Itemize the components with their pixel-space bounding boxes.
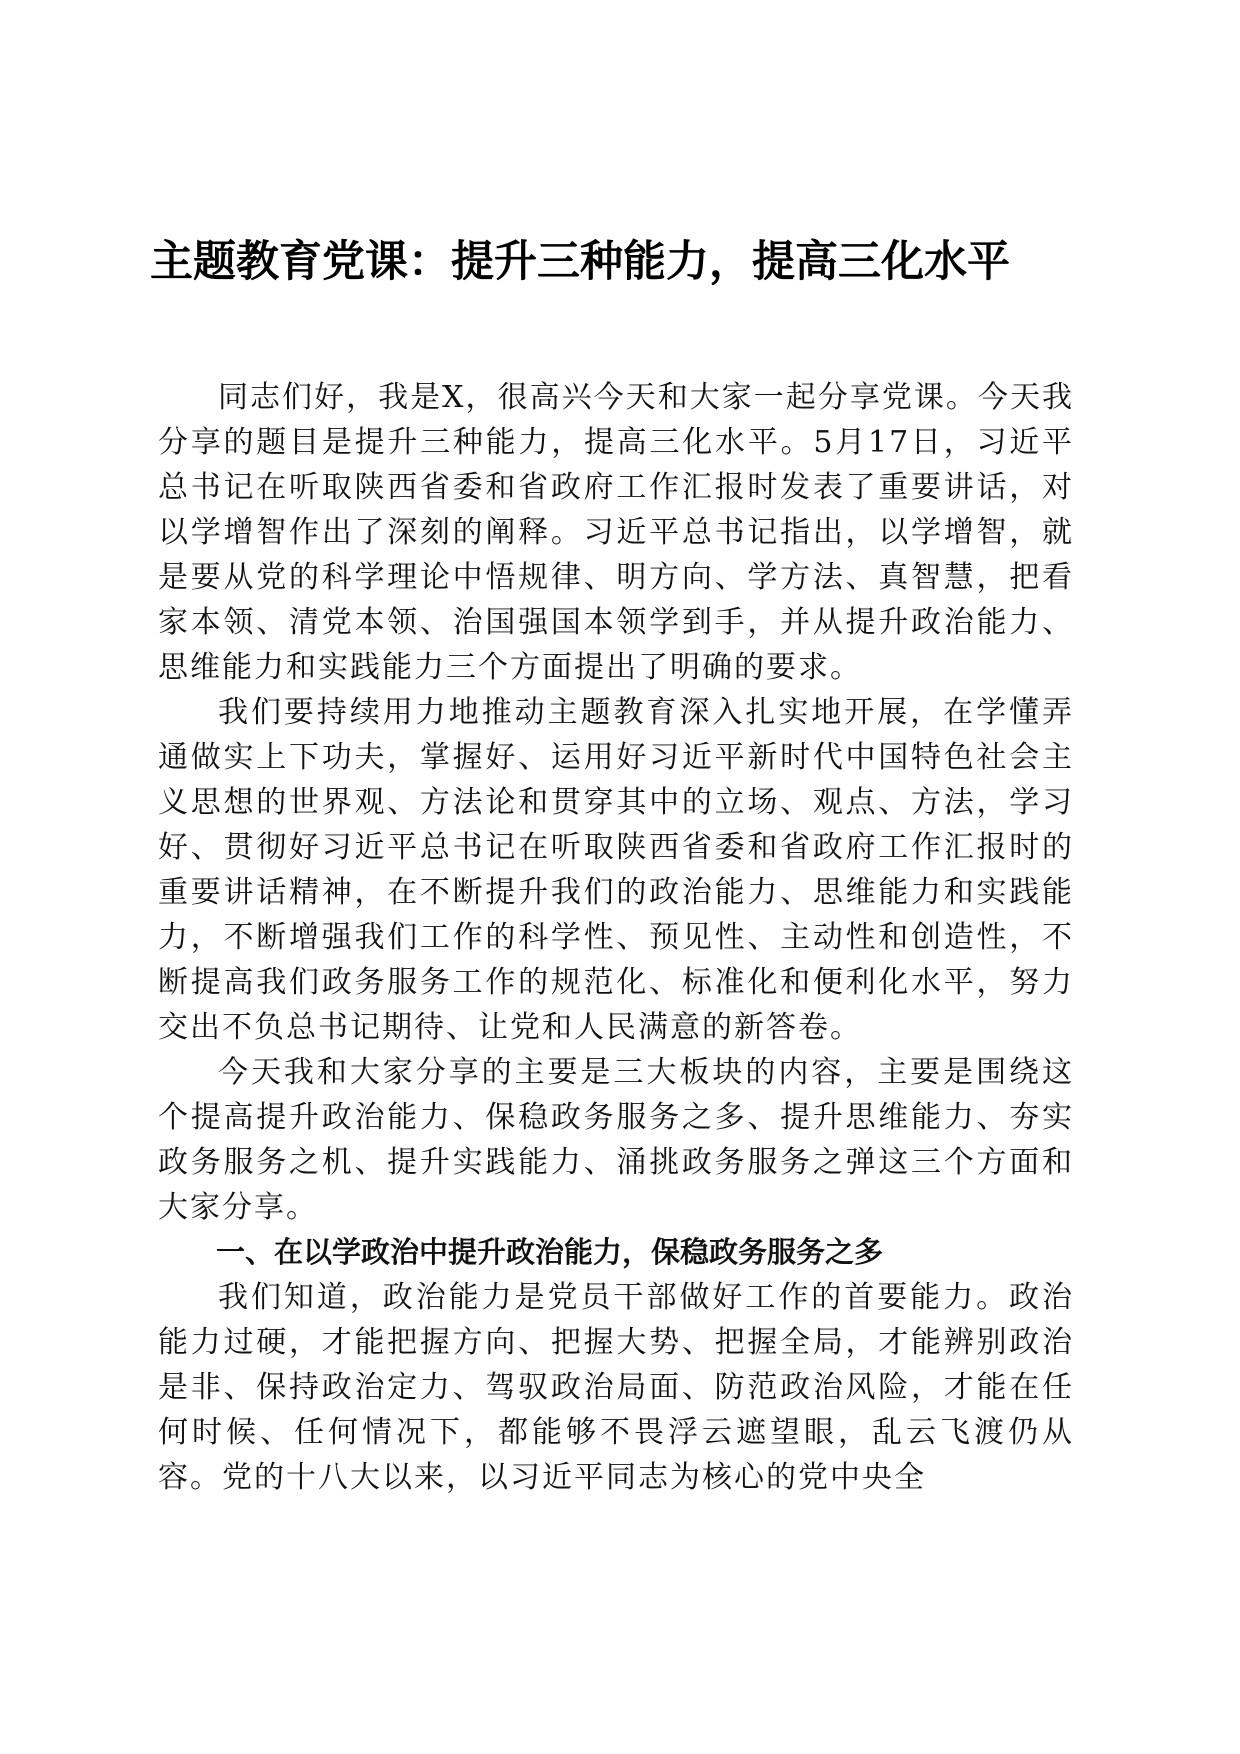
section-heading-1: 一、在以学政治中提升政治能力，保稳政务服务之多	[216, 1235, 884, 1269]
paragraph-political-ability: 我们知道，政治能力是党员干部做好工作的首要能力。政治能力过硬，才能把握方向、把握大势、把握全局，才能辨别政治是非、保持政治定力、驾驭政治局面、防范政治风险，才能在任何时候、任何情况下，都能够不畏浮云遮望眼，乱云飞渡仍从容。党的十八大以来，以习近平同志为核心的党中央全	[158, 1280, 1074, 1495]
paragraph-outline: 今天我和大家分享的主要是三大板块的内容，主要是围绕这个提高提升政治能力、保稳政务服务之多、提升思维能力、夯实政务服务之机、提升实践能力、涌挑政务服务之弹这三个方面和大家分享。	[158, 1055, 1074, 1225]
document-body	[158, 375, 1074, 1500]
document-title: 主题教育党课：提升三种能力，提高三化水平	[150, 237, 1010, 287]
paragraph-study: 我们要持续用力地推动主题教育深入扎实地开展，在学懂弄通做实上下功夫，掌握好、运用好习近平新时代中国特色社会主义思想的世界观、方法论和贯穿其中的立场、观点、方法，学习好、贯彻好习近平总书记在听取陕西省委和省政府工作汇报时的重要讲话精神，在不断提升我们的政治能力、思维能力和实践能力，不断增强我们工作的科学性、预见性、主动性和创造性，不断提高我们政务服务工作的规范化、标准化和便利化水平，努力交出不负总书记期待、让党和人民满意的新答卷。	[158, 695, 1074, 1045]
paragraph-intro: 同志们好，我是X，很高兴今天和大家一起分享党课。今天我分享的题目是提升三种能力，提高三化水平。5月17日，习近平总书记在听取陕西省委和省政府工作汇报时发表了重要讲话，对以学增智作出了深刻的阐释。习近平总书记指出，以学增智，就是要从党的科学理论中悟规律、明方向、学方法、真智慧，把看家本领、清党本领、治国强国本领学到手，并从提升政治能力、思维能力和实践能力三个方面提出了明确的要求。	[158, 380, 1074, 685]
